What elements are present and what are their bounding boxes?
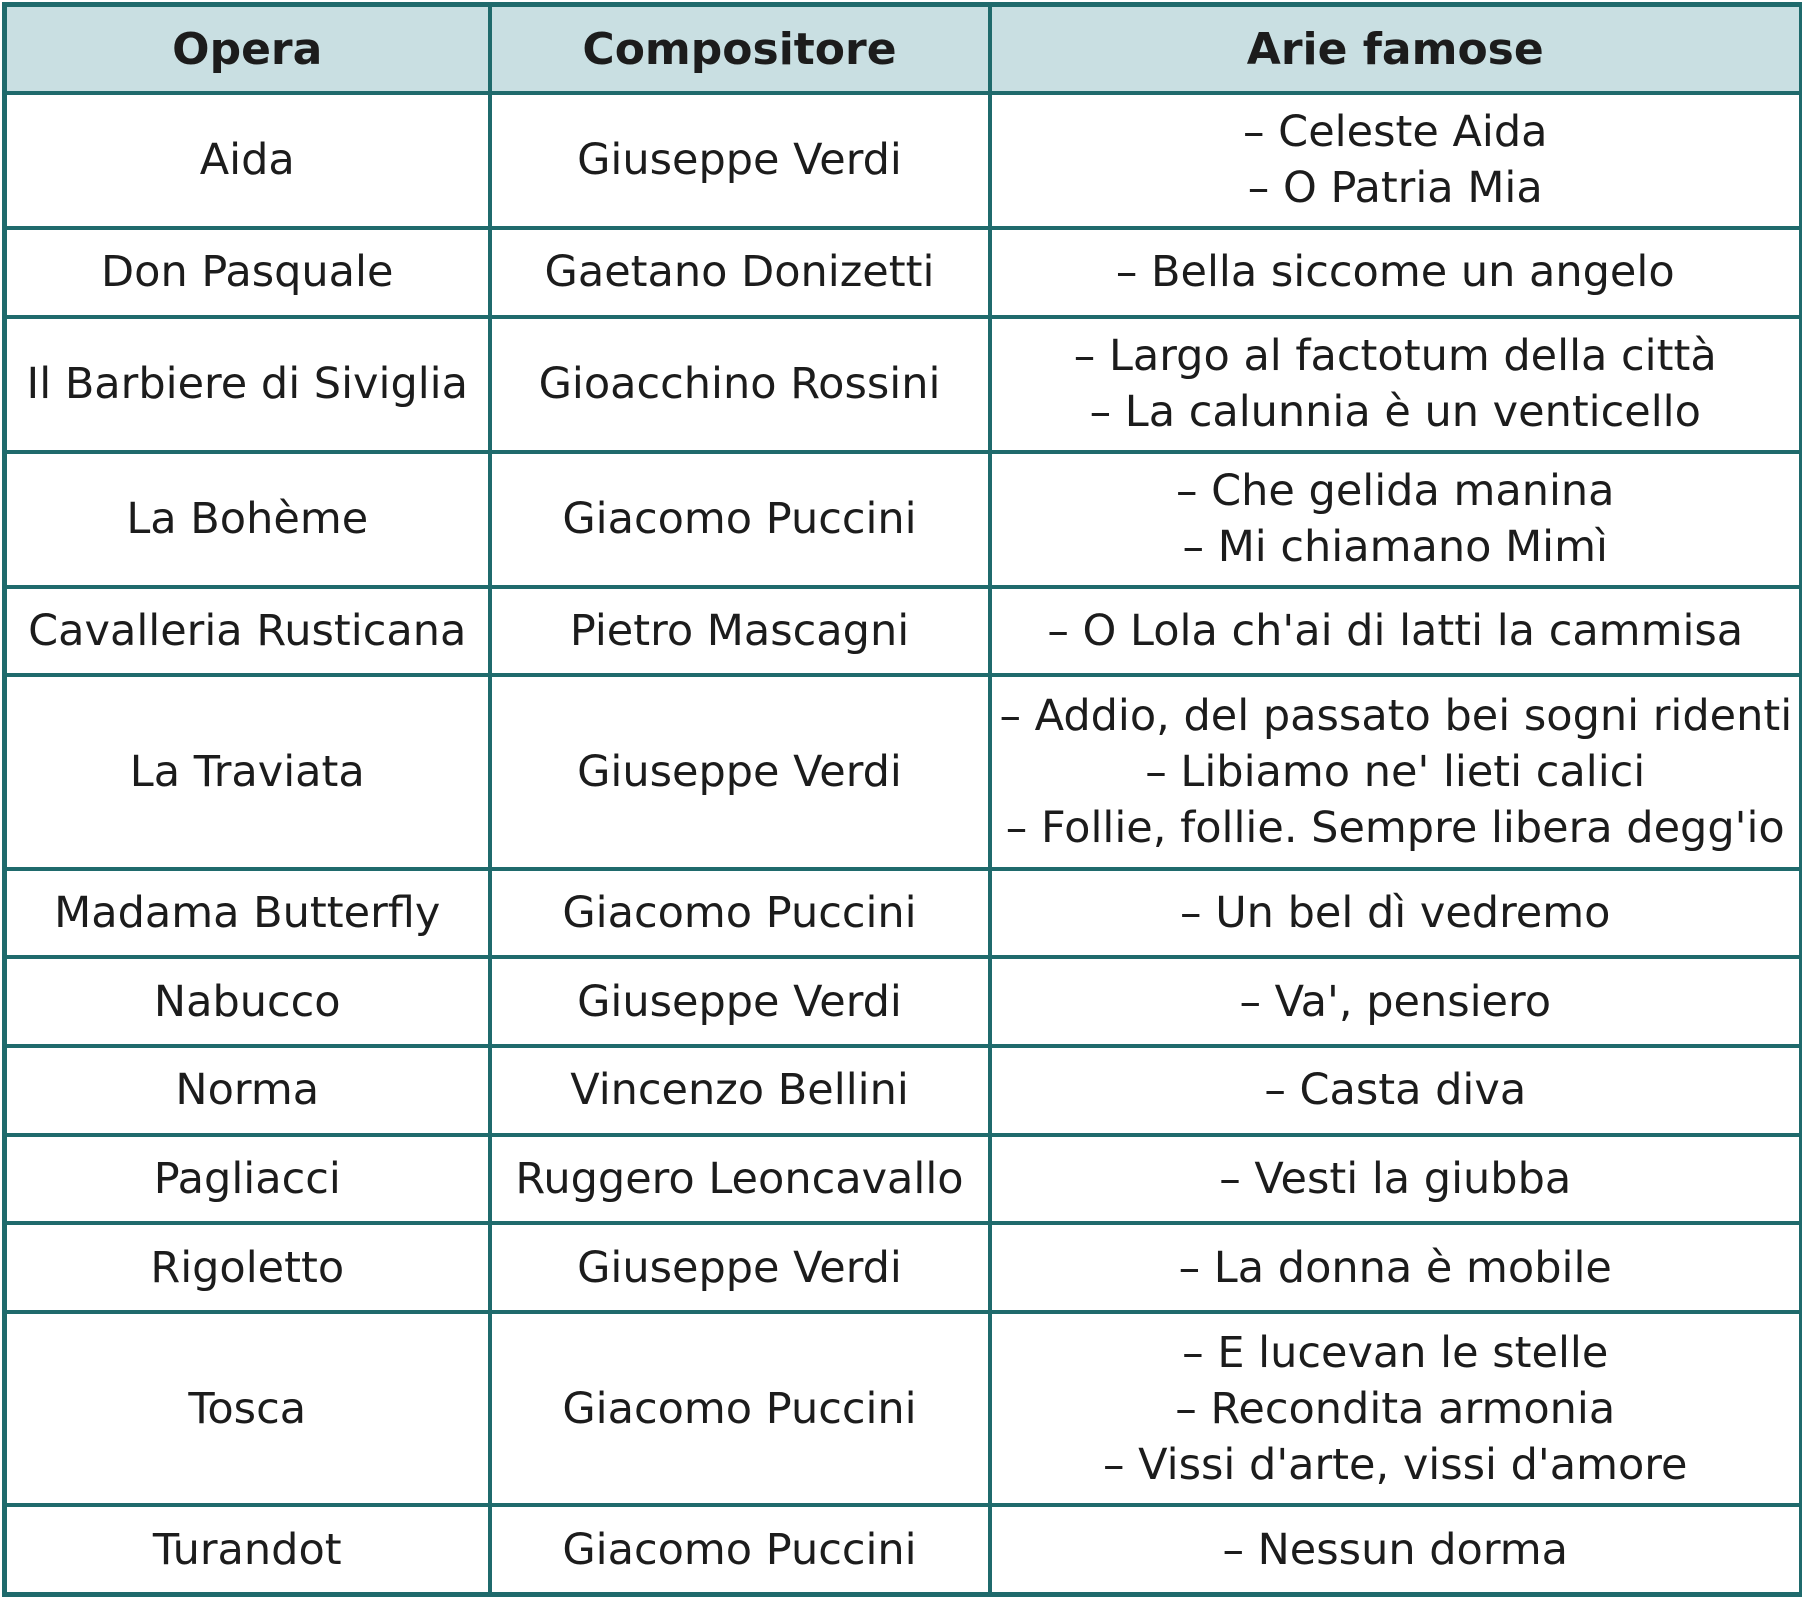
composer-cell: Giacomo Puccini [490,452,990,587]
opera-cell: Rigoletto [5,1223,490,1312]
arias-cell [990,675,1802,868]
opera-cell: Madama Butterfly [5,869,490,958]
composer-cell: Gioacchino Rossini [490,317,990,452]
opera-cell: Nabucco [5,957,490,1046]
header-composer: Compositore [490,5,990,94]
composer-cell: Pietro Mascagni [490,587,990,676]
arias-cell [990,452,1802,587]
composer-cell: Vincenzo Bellini [490,1046,990,1135]
table-row [5,317,1802,452]
aria-line: – Largo al factotum della città [1073,331,1717,382]
table-row [5,1135,1802,1224]
aria-line: – Mi chiamano Mimì [1182,522,1608,573]
header-arias: Arie famose [990,5,1802,94]
opera-table [2,2,1802,1597]
table-row [5,1312,1802,1505]
table-row [5,1505,1802,1594]
arias-cell [990,1046,1802,1135]
arias-cell [990,317,1802,452]
aria-line: – Nessun dorma [1222,1524,1569,1575]
arias-cell [990,869,1802,958]
opera-cell: Aida [5,93,490,228]
table-row [5,587,1802,676]
aria-line: – Che gelida manina [1175,466,1615,517]
table-row [5,675,1802,868]
arias-cell [990,93,1802,228]
composer-cell: Giuseppe Verdi [490,957,990,1046]
arias-cell [990,957,1802,1046]
opera-cell: La Traviata [5,675,490,868]
opera-cell: Il Barbiere di Siviglia [5,317,490,452]
opera-cell: Tosca [5,1312,490,1505]
opera-cell: Don Pasquale [5,228,490,317]
aria-line: – Va', pensiero [1239,976,1552,1027]
composer-cell: Giuseppe Verdi [490,1223,990,1312]
aria-line: – O Patria Mia [1247,163,1543,214]
opera-cell: Cavalleria Rusticana [5,587,490,676]
opera-cell: Turandot [5,1505,490,1594]
aria-line: – Recondita armonia [1175,1383,1616,1434]
aria-line: – La donna è mobile [1178,1242,1612,1293]
composer-cell: Giacomo Puccini [490,1312,990,1505]
composer-cell: Gaetano Donizetti [490,228,990,317]
aria-line: – Vesti la giubba [1219,1153,1572,1204]
header-row [5,5,1802,94]
composer-cell: Giacomo Puccini [490,1505,990,1594]
aria-line: – Follie, follie. Sempre libera degg'io [1005,802,1785,853]
table-row [5,228,1802,317]
arias-cell [990,1505,1802,1594]
arias-cell [990,1312,1802,1505]
aria-line: – Celeste Aida [1243,107,1548,158]
table-row [5,957,1802,1046]
aria-line: – Vissi d'arte, vissi d'amore [1103,1439,1688,1490]
composer-cell: Giuseppe Verdi [490,675,990,868]
composer-cell: Giacomo Puccini [490,869,990,958]
table-body [5,93,1802,1595]
table-header [5,5,1802,94]
arias-cell [990,1223,1802,1312]
opera-cell: Pagliacci [5,1135,490,1224]
header-opera: Opera [5,5,490,94]
aria-line: – Casta diva [1264,1065,1527,1116]
arias-cell [990,587,1802,676]
table-row [5,93,1802,228]
opera-cell: La Bohème [5,452,490,587]
table-row [5,1223,1802,1312]
table-row [5,869,1802,958]
aria-line: – La calunnia è un venticello [1089,387,1701,438]
composer-cell: Giuseppe Verdi [490,93,990,228]
aria-line: – E lucevan le stelle [1182,1327,1609,1378]
arias-cell [990,228,1802,317]
composer-cell: Ruggero Leoncavallo [490,1135,990,1224]
table-row [5,1046,1802,1135]
opera-cell: Norma [5,1046,490,1135]
aria-line: – Un bel dì vedremo [1180,887,1611,938]
arias-cell [990,1135,1802,1224]
aria-line: – Bella siccome un angelo [1115,247,1675,298]
aria-line: – Addio, del passato bei sogni ridenti [999,690,1793,741]
aria-line: – Libiamo ne' lieti calici [1145,746,1646,797]
table-row [5,452,1802,587]
aria-line: – O Lola ch'ai di latti la cammisa [1047,605,1744,656]
